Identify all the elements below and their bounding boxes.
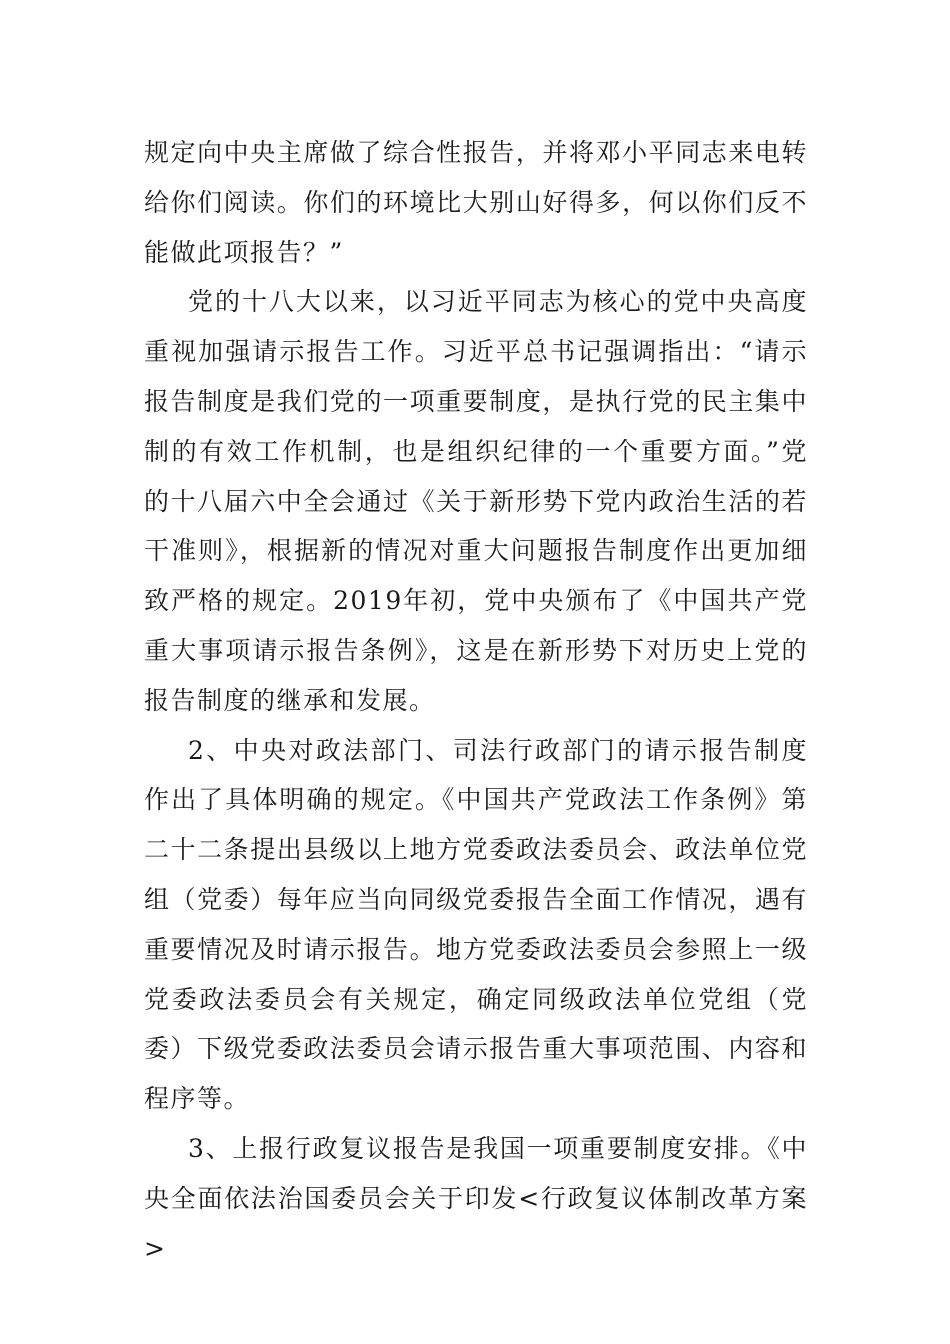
paragraph-party-reporting: 党的十八大以来，以习近平同志为核心的党中央高度重视加强请示报告工作。习近平总书记强调指出：“请示报告制度是我们党的一项重要制度，是执行党的民主集中制的有效工作机制，也是组织纪律的一个重要方面。”党的十八届六中全会通过《关于新形势下党内政治生活的若干准则》，根据新的情况对重大问题报告制度作出更加细致严格的规定。2019年初，党中央颁布了《中国共产党重大事项请示报告条例》，这是在新形势下对历史上党的报告制度的继承和发展。: [144, 287, 808, 715]
paragraph-continuation: 规定向中央主席做了综合性报告，并将邓小平同志来电转给你们阅读。你们的环境比大别山好得多，何以你们反不能做此项报告？”: [144, 138, 808, 267]
paragraph-item-3: 3、上报行政复议报告是我国一项重要制度安排。《中央全面依法治国委员会关于印发<行政复议体制改革方案>: [144, 1133, 808, 1263]
paragraph-item-2: 2、中央对政法部门、司法行政部门的请示报告制度作出了具体明确的规定。《中国共产党政法工作条例》第二十二条提出县级以上地方党委政法委员会、政法单位党组（党委）每年应当向同级党委报告全面工作情况，遇有重要情况及时请示报告。地方党委政法委员会参照上一级党委政法委员会有关规定，确定同级政法单位党组（党委）下级党委政法委员会请示报告重大事项范围、内容和程序等。: [144, 735, 808, 1114]
document-body: [144, 128, 808, 1273]
